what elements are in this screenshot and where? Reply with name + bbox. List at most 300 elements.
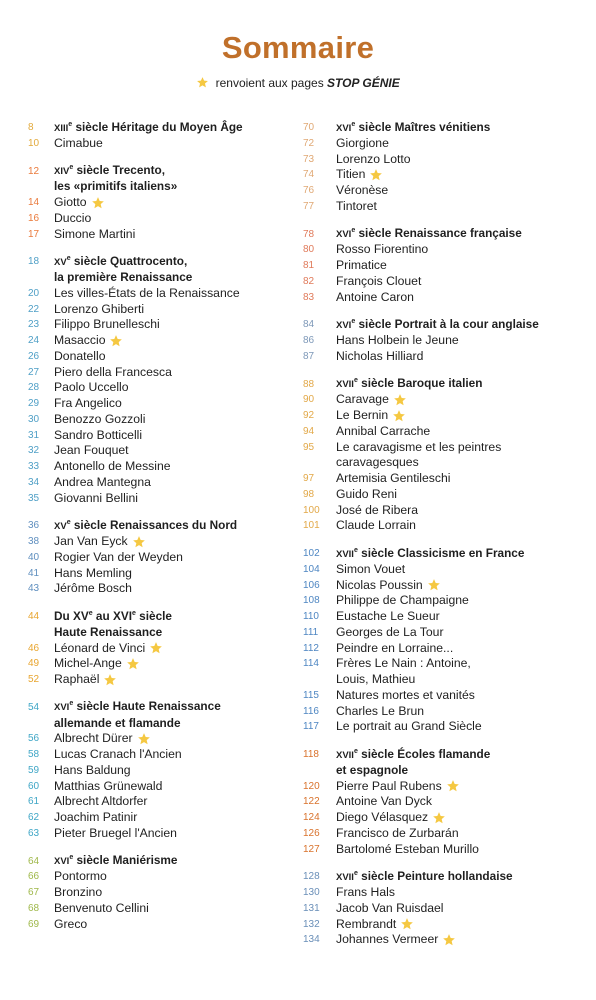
toc-section [28,700,290,842]
toc-section [303,377,593,535]
toc-entry[interactable] [28,286,290,302]
text-part: siècle Baroque italien [357,376,483,390]
toc-entry[interactable] [28,779,290,795]
century-numeral: XV [54,520,67,532]
toc-entry[interactable] [28,641,290,657]
text-part: Michel-Ange [54,656,122,671]
toc-section [303,227,593,306]
page-number: 110 [303,611,319,622]
entry-title [54,136,103,152]
text-part: Giovanni Bellini [54,490,139,505]
heading-text [336,376,482,393]
heading-text [336,546,524,563]
toc-section [303,546,593,735]
entry-title [336,408,388,424]
page-number: 12 [28,165,40,177]
toc-entry[interactable] [28,566,290,582]
page-number: 38 [28,536,40,547]
page-number: 28 [28,382,40,394]
toc-entry[interactable] [303,641,593,657]
toc-entry[interactable] [303,487,593,503]
legend-emphasis: STOP GÉNIE [327,76,400,90]
toc-entry[interactable] [303,719,593,735]
entry-title [54,302,144,318]
page-number: 24 [28,335,40,346]
section-heading[interactable] [303,377,593,393]
toc-section [28,609,290,688]
entry-title [336,424,430,440]
text-part: Piero della Francesca [54,364,172,379]
toc-entry[interactable] [28,396,290,412]
text-part: Jan Van Eyck [54,534,128,548]
toc-entry[interactable] [28,136,290,152]
toc-entry[interactable] [28,763,290,779]
century-numeral: XV [54,256,67,268]
text-part: Nicholas Hilliard [336,348,424,363]
toc-entry[interactable] [303,136,593,152]
toc-entry[interactable] [28,534,290,550]
toc-entry[interactable] [28,317,290,333]
page-number: 130 [303,887,320,898]
toc-entry[interactable] [303,609,593,625]
text-part: Charles Le Brun [336,703,425,718]
toc-entry[interactable] [303,672,593,688]
page-number: 40 [28,551,40,563]
toc-entry[interactable] [303,932,593,948]
entry-title [336,885,395,901]
entry-title [336,392,389,408]
toc-entry[interactable] [28,380,290,396]
text-part: Les villes-États de la Renaissance [54,285,240,300]
toc-entry[interactable] [28,581,290,597]
text-part: Simone Martini [54,226,136,241]
page-number: 27 [28,366,40,378]
page-number: 128 [303,871,320,883]
text-part: Pierre Paul Rubens [336,778,442,793]
toc-section [28,854,290,933]
section-heading[interactable] [28,120,290,136]
toc-entry[interactable] [303,349,593,365]
page-number: 22 [28,303,40,315]
toc-entry[interactable] [28,656,290,672]
entry-title [336,503,418,519]
text-part: Caravage [336,392,389,407]
text-part: caravagesques [336,455,419,470]
heading-text [54,625,162,641]
entry-title [336,274,421,290]
toc-entry[interactable] [303,518,593,534]
toc-entry[interactable] [303,152,593,168]
toc-entry[interactable] [303,885,593,901]
page-number: 95 [303,441,315,453]
page-number: 116 [303,705,319,717]
page-number: 84 [303,319,315,331]
toc-entry[interactable] [303,562,593,578]
entry-title [54,195,87,211]
superscript: e [66,518,71,526]
toc-entry[interactable] [303,842,593,858]
heading-text [336,226,522,243]
toc-entry[interactable] [28,810,290,826]
toc-entry[interactable] [28,443,290,459]
toc-entry[interactable] [303,471,593,487]
star-icon [91,196,105,210]
section-heading[interactable] [28,716,290,732]
section-heading[interactable] [303,227,593,243]
text-part: François Clouet [336,273,422,288]
section-heading[interactable] [28,164,290,180]
toc-entry[interactable] [28,826,290,842]
section-heading[interactable] [28,625,290,641]
page-number: 112 [303,642,319,654]
entry-title [336,440,501,456]
toc-section [28,120,290,152]
text-part: José de Ribera [336,502,418,517]
star-icon [196,76,209,89]
toc-entry[interactable] [303,290,593,306]
section-heading[interactable] [28,700,290,716]
text-part: Titien [336,167,366,182]
page-number: 72 [303,137,315,149]
toc-entry[interactable] [28,428,290,444]
entry-title [54,566,132,582]
section-heading[interactable] [303,317,593,333]
entry-title [336,704,424,720]
page-number: 77 [303,200,315,212]
page-number: 73 [303,153,315,165]
entry-title [54,731,133,747]
toc-entry[interactable] [28,211,290,227]
section-heading[interactable] [28,609,290,625]
section-heading[interactable] [303,546,593,562]
text-part: Jérôme Bosch [54,581,132,596]
heading-text [54,716,181,732]
text-part: Francisco de Zurbarán [336,825,459,840]
entry-title [336,167,365,183]
section-heading[interactable] [28,179,290,195]
toc-entry[interactable] [303,826,593,842]
toc-entry[interactable] [303,440,593,456]
superscript: e [88,610,93,617]
heading-text [54,163,165,180]
text-part: Rosso Fiorentino [336,242,429,257]
entry-title [54,763,131,779]
star-icon [137,732,151,746]
entry-title [54,885,102,901]
heading-text [54,699,221,716]
toc-entry[interactable] [303,688,593,704]
text-part: Duccio [54,210,92,225]
text-part: Philippe de Champaigne [336,593,469,608]
toc-entry[interactable] [303,242,593,258]
page-number: 18 [28,256,40,268]
heading-text [54,518,237,535]
page-number: 134 [303,934,320,946]
toc-entry[interactable] [28,412,290,428]
page-number: 44 [28,611,40,622]
star-icon [103,673,117,687]
text-part: Le Bernin [336,408,389,422]
page-number: 80 [303,244,315,256]
toc-entry[interactable] [28,917,290,933]
toc-entry[interactable] [303,779,593,795]
heading-text [336,747,490,764]
text-part: Lorenzo Lotto [336,151,411,166]
page-number: 117 [303,721,319,733]
toc-section [303,869,593,948]
toc-entry[interactable] [28,794,290,810]
superscript: e [351,120,356,128]
section-heading[interactable] [303,747,593,763]
century-numeral: XVI [336,122,352,134]
entry-title [336,842,479,858]
star-icon [369,168,383,182]
page-number: 69 [28,918,40,930]
toc-section [28,254,290,506]
page-number: 56 [28,733,40,745]
legend-line [0,76,596,90]
entry-title [54,869,107,885]
toc-entry[interactable] [303,424,593,440]
star-icon [393,393,407,407]
century-numeral: XIII [54,122,69,134]
superscript: e [69,854,74,861]
entry-title [336,290,414,306]
entry-title [54,672,99,688]
entry-title [336,487,397,503]
superscript: e [353,546,358,554]
toc-entry[interactable] [28,901,290,917]
toc-entry[interactable] [28,747,290,763]
text-part: Lucas Cranach l'Ancien [54,747,182,761]
text-part: siècle Maniérisme [73,853,178,867]
entry-title [54,779,162,795]
superscript: e [353,869,358,877]
text-part: Simon Vouet [336,561,406,576]
text-part: Hans Holbein le Jeune [336,333,459,347]
text-part: Lorenzo Ghiberti [54,301,145,316]
page-number: 64 [28,855,40,867]
page-number: 67 [28,887,40,898]
section-heading[interactable] [303,120,593,136]
text-part: Raphaël [54,672,100,686]
text-part: les «primitifs italiens» [54,179,178,194]
toc-entry[interactable] [28,227,290,243]
page-number: 83 [303,291,315,303]
entry-title [54,412,145,428]
page-number: 17 [28,228,40,240]
text-part: siècle Héritage du Moyen Âge [72,119,243,134]
text-part: Cimabue [54,135,103,150]
toc-entry[interactable] [303,408,593,424]
heading-text [336,120,490,137]
text-part: siècle Renaissances du Nord [70,517,238,532]
text-part: siècle Quattrocento, [70,253,188,268]
toc-entry[interactable] [28,491,290,507]
toc-entry[interactable] [303,704,593,720]
text-part: Guido Reni [336,486,397,501]
entry-title [336,518,416,534]
text-part: siècle Haute Renaissance [73,699,221,714]
toc-entry[interactable] [303,455,593,471]
text-part: siècle [135,609,172,623]
page-number: 60 [28,780,40,792]
toc-entry[interactable] [303,333,593,349]
toc-entry[interactable] [28,302,290,318]
entry-title [336,455,419,471]
entry-title [336,826,459,842]
text-part: Jean Fouquet [54,443,129,458]
page-number: 63 [28,827,40,839]
entry-title [336,901,444,917]
text-part: Diego Vélasquez [336,810,429,824]
page-number: 46 [28,642,40,654]
toc-entry[interactable] [28,195,290,211]
toc-entry[interactable] [303,503,593,519]
text-part: Hans Baldung [54,762,131,777]
page-number: 61 [28,796,40,808]
page-number: 76 [303,185,315,196]
star-icon [126,657,140,671]
page-number: 82 [303,275,315,287]
entry-title [336,152,411,168]
text-part: siècle Classicisme en France [357,545,525,560]
page-number: 88 [303,378,315,390]
century-numeral: XVI [336,229,352,240]
page-number: 101 [303,520,320,532]
superscript: e [132,610,136,617]
toc-entry[interactable] [303,901,593,917]
text-part: siècle Maîtres vénitiens [355,119,491,134]
page-number: 49 [28,658,40,670]
entry-title [336,242,428,258]
section-heading[interactable] [303,869,593,885]
entry-title [54,443,129,459]
section-heading[interactable] [303,763,593,779]
century-numeral: XVII [336,749,354,761]
text-part: Albrecht Altdorfer [54,794,148,809]
century-numeral: XIV [54,166,70,177]
toc-entry[interactable] [303,183,593,199]
text-part: Louis, Mathieu [336,672,416,686]
text-part: Jacob Van Ruisdael [336,900,444,915]
entry-title [336,471,450,487]
toc-entry[interactable] [28,869,290,885]
section-heading[interactable] [28,854,290,870]
page-number: 70 [303,122,315,133]
toc-entry[interactable] [28,349,290,365]
text-part: Frans Hals [336,885,395,899]
text-part: Frères Le Nain : Antoine, [336,656,471,671]
page-number: 32 [28,445,40,457]
entry-title [336,672,415,688]
entry-title [54,917,87,933]
heading-text [54,120,243,137]
text-part: Antonello de Messine [54,459,171,473]
entry-title [336,136,389,152]
page-number: 78 [303,228,315,240]
toc-entry[interactable] [303,593,593,609]
text-part: Fra Angelico [54,396,122,410]
century-numeral: XVI [54,702,70,714]
text-part: Filippo Brunelleschi [54,317,160,332]
toc-entry[interactable] [303,274,593,290]
text-part: et espagnole [336,762,409,777]
entry-title [336,609,440,625]
page-number: 122 [303,796,320,808]
superscript: e [353,377,358,384]
toc-entry[interactable] [303,794,593,810]
entry-title [54,380,129,396]
entry-title [54,901,149,917]
section-heading[interactable] [28,270,290,286]
page-number: 97 [303,473,315,484]
entry-title [336,794,432,810]
text-part: Claude Lorrain [336,518,416,533]
entry-title [54,333,105,349]
page-number: 108 [303,595,320,607]
toc-entry[interactable] [303,199,593,215]
entry-title [54,826,177,842]
star-icon [442,933,456,947]
text-part: Annibal Carrache [336,423,431,438]
section-heading[interactable] [28,254,290,270]
toc-entry[interactable] [303,625,593,641]
section-heading[interactable] [28,518,290,534]
heading-text [336,869,513,886]
text-part: Masaccio [54,333,106,347]
superscript: e [69,164,74,171]
entry-title [54,211,91,227]
entry-title [336,779,442,795]
page-number: 36 [28,520,40,532]
toc-entry[interactable] [28,333,290,349]
toc-entry[interactable] [303,810,593,826]
toc-section [303,317,593,364]
toc-entry[interactable] [28,459,290,475]
toc-entry[interactable] [28,731,290,747]
page-number: 54 [28,701,40,713]
toc-entry[interactable] [303,167,593,183]
entry-title [336,810,428,826]
entry-title [54,396,122,412]
toc-entry[interactable] [303,258,593,274]
entry-title [54,286,240,302]
toc-entry[interactable] [28,672,290,688]
page-number: 131 [303,902,320,914]
entry-title [54,227,135,243]
page-number: 68 [28,902,40,914]
heading-text [54,254,187,271]
page-number: 86 [303,335,315,346]
page-number: 81 [303,260,315,271]
toc-entry[interactable] [28,885,290,901]
toc-entry[interactable] [28,475,290,491]
text-part: Pontormo [54,869,107,884]
text-part: siècle Écoles flamande [357,746,491,761]
toc-entry[interactable] [28,550,290,566]
entry-title [54,475,151,491]
toc-entry[interactable] [303,917,593,933]
toc-entry[interactable] [303,392,593,408]
entry-title [54,641,145,657]
star-icon [109,334,123,348]
toc-entry[interactable] [303,656,593,672]
toc-entry[interactable] [303,578,593,594]
text-part: Antoine Van Dyck [336,794,432,809]
text-part: Donatello [54,348,106,363]
toc-entry[interactable] [28,365,290,381]
